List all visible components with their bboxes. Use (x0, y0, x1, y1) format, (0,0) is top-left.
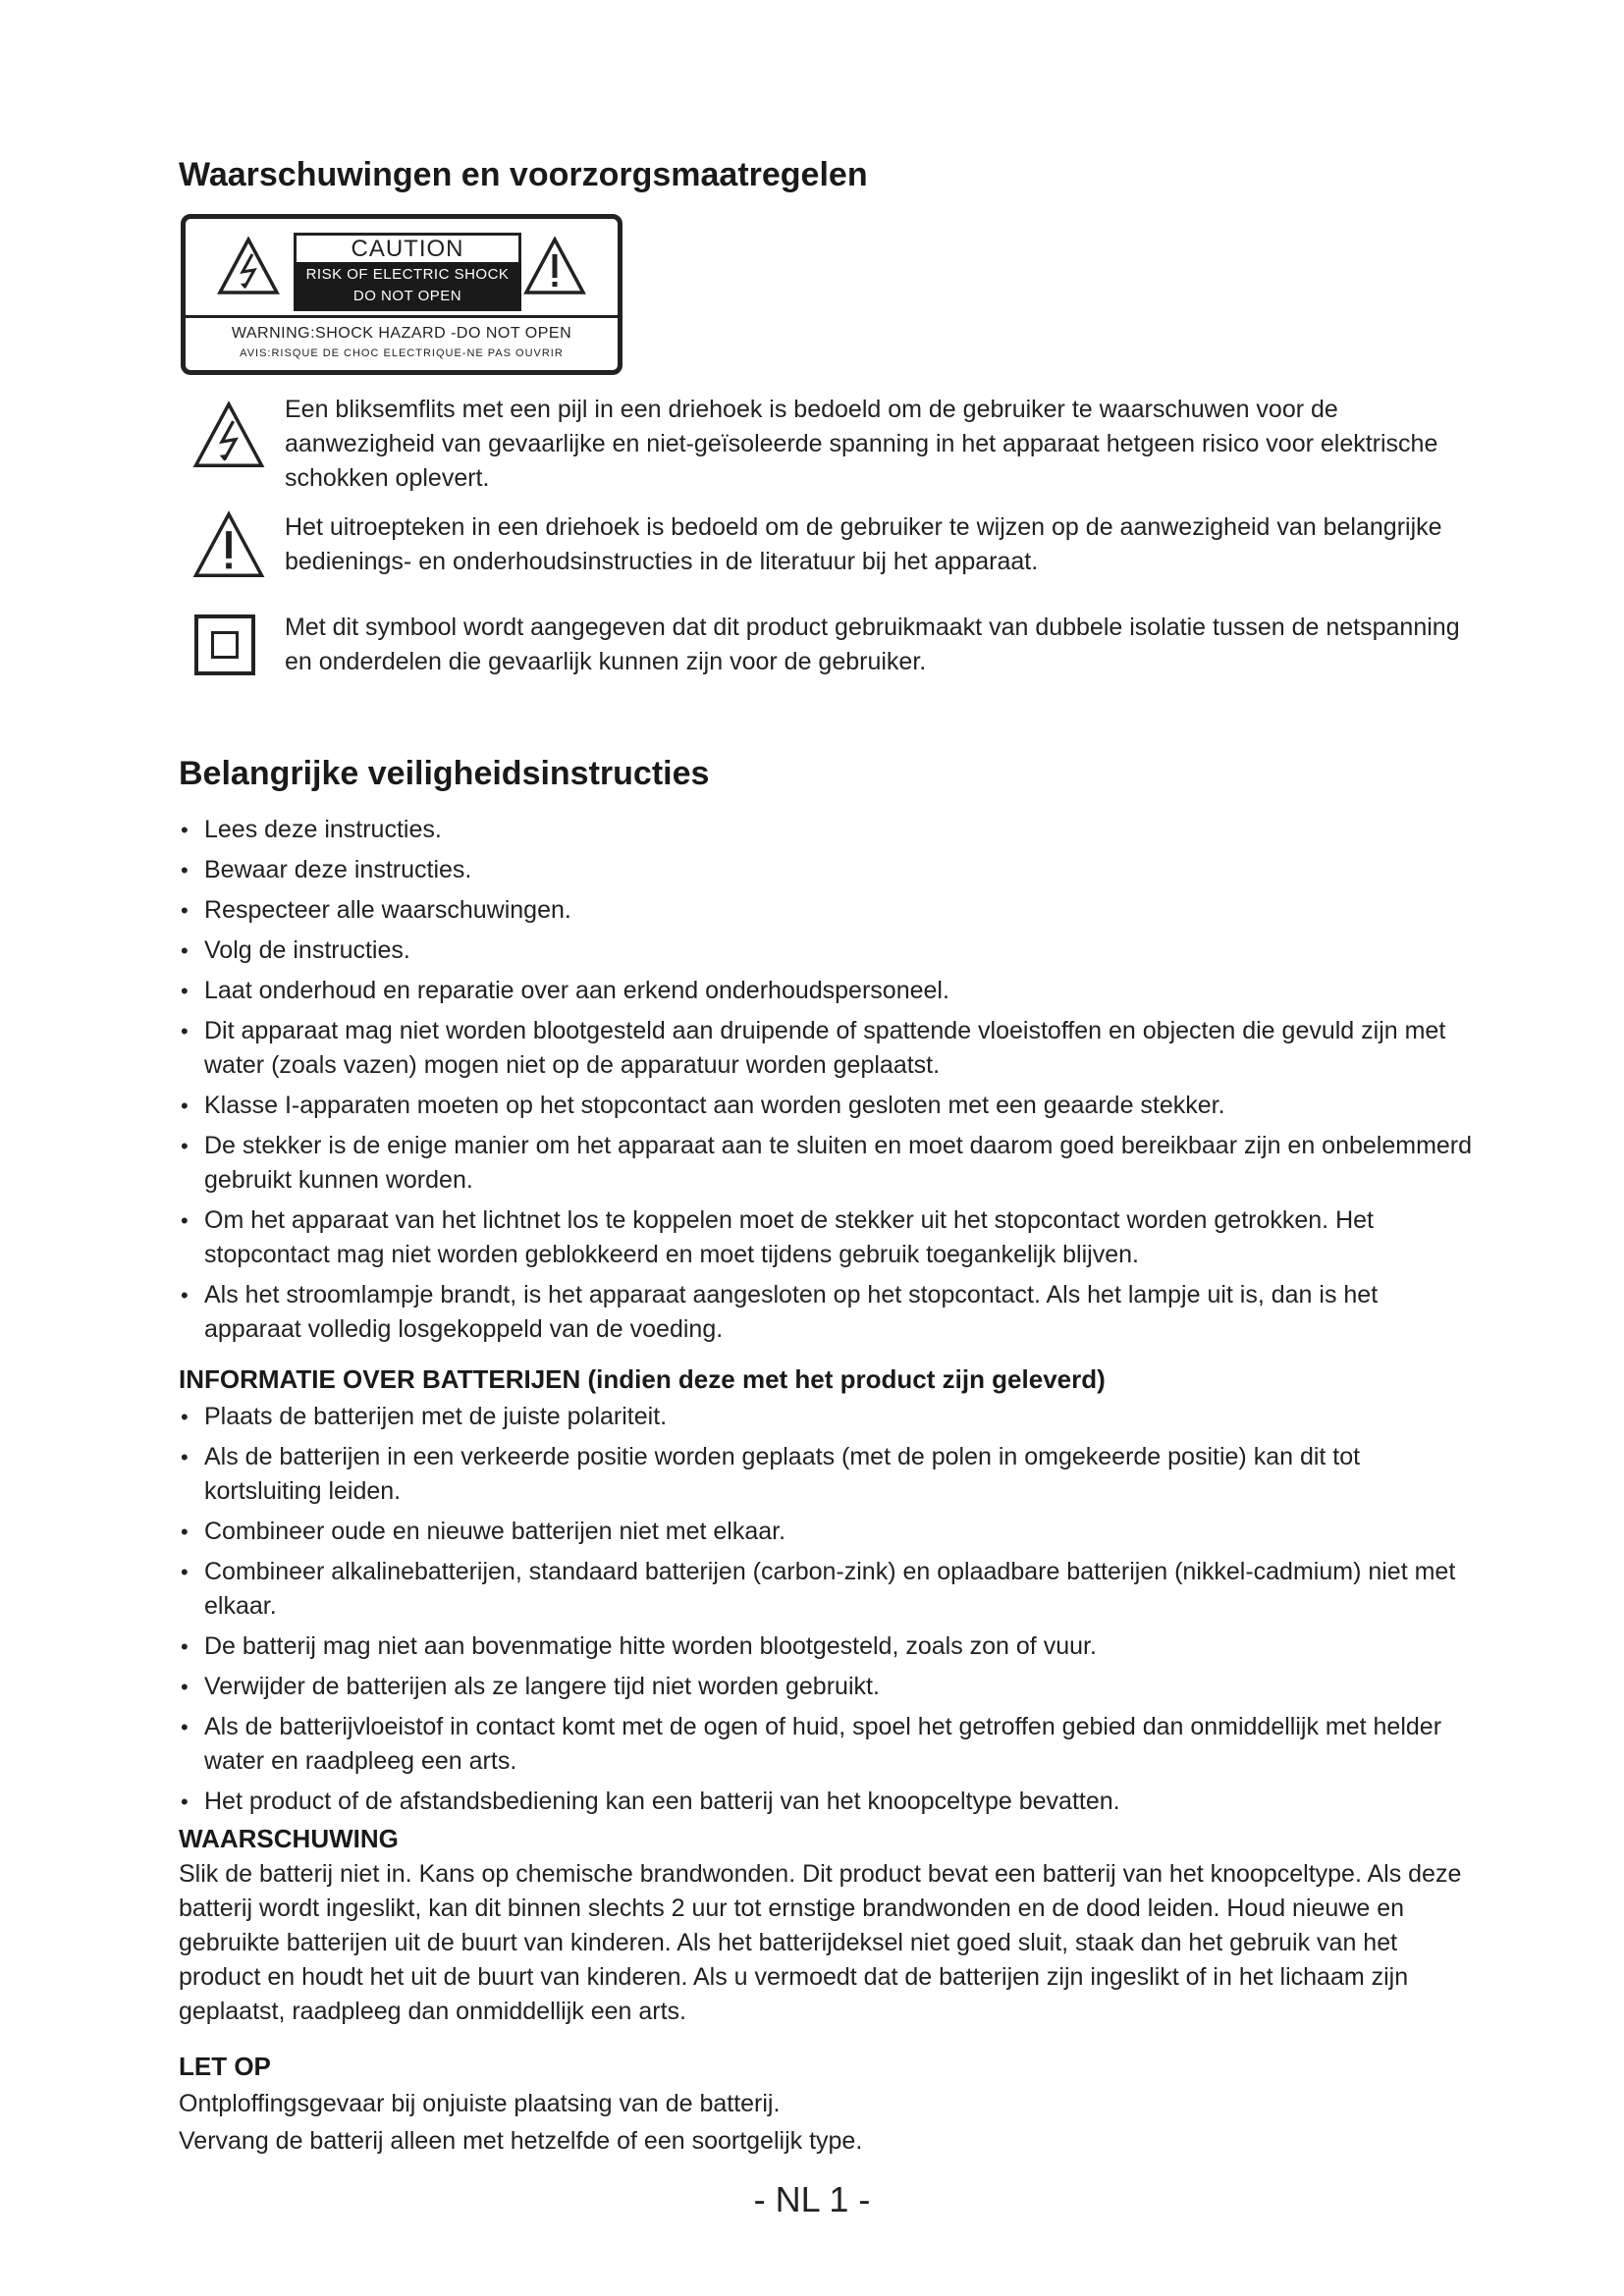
caution-heading: CAUTION (294, 233, 521, 262)
caution-center-panel (294, 233, 521, 311)
list-item: • Verwijder de batterijen als ze langere tijd niet worden gebruikt. (179, 1670, 1475, 1704)
letop-heading: LET OP (179, 2052, 271, 2081)
list-item: • Laat onderhoud en reparatie over aan erkend onderhoudspersoneel. (179, 974, 1475, 1008)
caution-risk-line-2: DO NOT OPEN (352, 288, 462, 304)
caution-label (181, 214, 623, 375)
symbol-text-double-insulation: Met dit symbool wordt aangegeven dat dit product gebruikmaakt van dubbele isolatie tussen de netspanning en onderdelen die gevaarlijk kunnen zijn voor de gebruiker. (285, 614, 1460, 675)
safety-instructions-list (179, 813, 1475, 1353)
list-item: • De batterij mag niet aan bovenmatige hitte worden blootgesteld, zoals zon of vuur. (179, 1629, 1475, 1664)
list-item: • Combineer oude en nieuwe batterijen niet met elkaar. (179, 1515, 1475, 1549)
list-item: • Als de batterijvloeistof in contact komt met de ogen of huid, spoel het getroffen gebied dan onmiddellijk met helder water en raadpleeg een arts. (179, 1710, 1475, 1779)
list-item: • Dit apparaat mag niet worden blootgesteld aan druipende of spattende vloeistoffen en objecten die gevuld zijn met water (zoals vazen) mogen niet op de apparatuur worden geplaatst. (179, 1014, 1475, 1083)
symbol-row-double-insulation (179, 611, 1475, 683)
battery-instructions-list (179, 1400, 1475, 1825)
list-item: • Respecteer alle waarschuwingen. (179, 893, 1475, 928)
symbol-row-lightning (179, 393, 1475, 501)
symbol-row-exclamation (179, 510, 1475, 583)
caution-label-top (186, 219, 618, 317)
list-item: • Combineer alkalinebatterijen, standaard batterijen (carbon-zink) en oplaadbare batterijen (nikkel-cadmium) niet met elkaar. (179, 1555, 1475, 1624)
list-item: • Als het stroomlampje brandt, is het apparaat aangesloten op het stopcontact. Als het lampje uit is, dan is het apparaat volledig losgekoppeld van de voeding. (179, 1278, 1475, 1347)
caution-risk-panel (294, 262, 521, 311)
lightning-triangle-icon (192, 400, 265, 474)
lightning-triangle-icon (217, 237, 280, 300)
page-number: - NL 1 - (753, 2179, 871, 2219)
section-title-safety: Belangrijke veiligheidsinstructies (179, 755, 710, 792)
letop-line-1: Ontploffingsgevaar bij onjuiste plaatsing van de batterij. (179, 2090, 781, 2117)
list-item: • De stekker is de enige manier om het apparaat aan te sluiten en moet daarom goed bereikbaar zijn en onbelemmerd gebruikt kunnen worden. (179, 1129, 1475, 1198)
exclamation-triangle-icon (192, 510, 265, 584)
list-item: • Bewaar deze instructies. (179, 853, 1475, 887)
caution-risk-line-1: RISK OF ELECTRIC SHOCK (305, 266, 510, 283)
list-item: • Om het apparaat van het lichtnet los te koppelen moet de stekker uit het stopcontact worden getrokken. Het stopcontact mag niet worden geblokkeerd en moet tijdens gebruik toegankelijk blijven. (179, 1203, 1475, 1272)
batteries-heading: INFORMATIE OVER BATTERIJEN (indien deze met het product zijn geleverd) (179, 1364, 1106, 1394)
letop-line-2: Vervang de batterij alleen met hetzelfde of een soortgelijk type. (179, 2127, 863, 2155)
warning-paragraph: Slik de batterij niet in. Kans op chemische brandwonden. Dit product bevat een batterij van het knoopceltype. Als deze batterij wordt ingeslikt, kan dit binnen slechts 2 uur tot ernstige brandwonden en de dood leiden. Houd nieuwe en gebruikte batterijen uit de buurt van kinderen. Als het batterijdeksel niet goed sluit, staak dan het gebruik van het product en houdt het uit de buurt van kinderen. Als u vermoedt dat de batterijen zijn ingeslikt of in het lichaam zijn geplaatst, raadpleeg dan onmiddellijk een arts. (179, 1860, 1462, 2025)
double-square-icon (194, 614, 255, 675)
symbol-text-lightning: Een bliksemflits met een pijl in een driehoek is bedoeld om de gebruiker te waarschuwen voor de aanwezigheid van gevaarlijke en niet-geïsoleerde spanning in het apparaat hetgeen risico voor elektrische schokken oplevert. (285, 396, 1438, 492)
caution-divider (186, 315, 618, 318)
caution-avis-text: AVIS:RISQUE DE CHOC ELECTRIQUE-NE PAS OUVRIR (240, 347, 564, 359)
list-item: • Klasse I-apparaten moeten op het stopcontact aan worden gesloten met een geaarde stekker. (179, 1089, 1475, 1123)
list-item: • Lees deze instructies. (179, 813, 1475, 847)
symbol-text-exclamation: Het uitroepteken in een driehoek is bedoeld om de gebruiker te wijzen op de aanwezigheid van belangrijke bedienings- en onderhoudsinstructies in de literatuur bij het apparaat. (285, 513, 1442, 575)
section-title-warnings: Waarschuwingen en voorzorgsmaatregelen (179, 156, 868, 193)
exclamation-triangle-icon (523, 237, 586, 300)
list-item: • Plaats de batterijen met de juiste polariteit. (179, 1400, 1475, 1434)
caution-warning-text: WARNING:SHOCK HAZARD -DO NOT OPEN (231, 325, 572, 342)
list-item: • Als de batterijen in een verkeerde positie worden geplaats (met de polen in omgekeerde positie) kan dit tot kortsluiting leiden. (179, 1440, 1475, 1509)
list-item: • Volg de instructies. (179, 934, 1475, 968)
warning-heading: WAARSCHUWING (179, 1824, 399, 1853)
list-item: • Het product of de afstandsbediening kan een batterij van het knoopceltype bevatten. (179, 1785, 1475, 1819)
